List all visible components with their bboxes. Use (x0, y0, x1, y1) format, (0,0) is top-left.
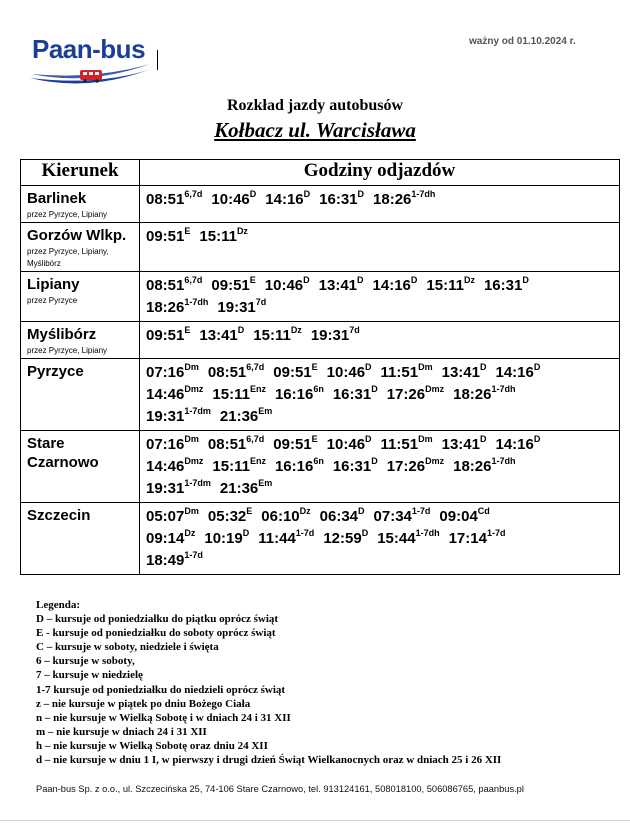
departure-time (204, 530, 249, 547)
legend-item: d – nie kursuje w dniu 1 I, w pierwszy i drugi dzień Świąt Wielkanocnych oraz w dniach 25 i 26 XII (36, 754, 502, 767)
departure-notes: D (303, 189, 311, 199)
table-row (21, 186, 620, 223)
departure-hour: 19:31 (146, 408, 185, 425)
departure-notes: Dm (184, 506, 199, 516)
departure-hour: 10:46 (264, 277, 304, 294)
departure-notes: Dmz (425, 384, 445, 394)
departure-time (449, 530, 506, 547)
departure-notes: D (522, 275, 529, 285)
legend-item: m – nie kursuje w dniach 24 i 31 XII (36, 725, 207, 738)
departure-line (146, 550, 615, 572)
departure-hour: 16:16 (274, 386, 314, 403)
departure-time (442, 364, 487, 381)
departure-notes: 1-7d (411, 506, 431, 516)
departure-notes: D (371, 456, 378, 466)
departure-time (212, 386, 266, 403)
departure-times-cell (140, 322, 620, 359)
departure-notes: D (357, 275, 364, 285)
departure-hour: 09:04 (439, 508, 478, 525)
departure-notes: 6n (313, 456, 324, 466)
legend-item: 1-7 kursuje od poniedziałku do niedzieli oprócz świąt (36, 683, 286, 696)
departure-hour: 09:14 (146, 530, 185, 547)
departure-time (199, 228, 248, 245)
departure-hour: 16:31 (332, 386, 372, 403)
direction-via: przez Pyrzyce, Lipiany (27, 346, 108, 355)
departure-hour: 08:51 (146, 277, 185, 294)
departure-line (146, 506, 615, 528)
departure-hour: 11:51 (380, 364, 419, 381)
departure-time (495, 364, 540, 381)
departure-time (146, 277, 202, 294)
departure-hour: 14:16 (372, 277, 411, 294)
departure-notes: 6,7d (184, 189, 203, 199)
departure-time (381, 364, 433, 381)
departure-notes: 1-7dm (184, 478, 211, 488)
departure-notes: D (361, 528, 369, 538)
departure-hour: 09:51 (146, 228, 185, 245)
departure-notes: Dmz (184, 456, 204, 466)
departure-notes: 1-7d (295, 528, 315, 538)
departure-notes: 1-7dh (411, 189, 436, 199)
departure-hour: 05:32 (207, 508, 247, 525)
departure-notes: D (410, 275, 418, 285)
departure-notes: D (357, 189, 365, 199)
departure-time (275, 458, 324, 475)
direction-cell (21, 223, 140, 272)
direction-name: Lipiany (27, 276, 80, 293)
departure-hour: 09:51 (211, 277, 250, 294)
departure-time (442, 436, 487, 453)
departure-hour: 10:19 (204, 530, 243, 547)
departure-time (208, 436, 264, 453)
departure-time (146, 386, 203, 403)
departure-line (146, 456, 615, 478)
departure-hour: 17:14 (448, 530, 487, 547)
departure-notes: Em (258, 406, 273, 416)
legend-item: h – nie kursuje w Wielką Sobotę oraz dniu 24 XII (36, 739, 268, 752)
departure-notes: D (479, 362, 487, 372)
departure-hour: 18:26 (453, 458, 492, 475)
departure-notes: D (358, 506, 365, 516)
departure-time (146, 458, 203, 475)
departure-hour: 16:31 (319, 191, 358, 208)
departure-time (439, 508, 489, 525)
departure-notes: 6,7d (184, 275, 203, 285)
bus-swoosh-icon (28, 34, 163, 94)
direction-cell (21, 359, 140, 431)
departure-hour: 13:41 (199, 327, 238, 344)
departure-time (311, 327, 360, 344)
departure-time (327, 436, 372, 453)
direction-name: Pyrzyce (27, 363, 84, 380)
departure-times-cell (140, 272, 620, 322)
departure-line (146, 362, 615, 384)
departure-hour: 17:26 (386, 386, 426, 403)
departure-time (333, 458, 378, 475)
legend-item: n – nie kursuje w Wielką Sobotę i w dniach 24 i 31 XII (36, 711, 291, 724)
departure-hour: 07:16 (146, 436, 185, 453)
departure-notes: 6n (313, 384, 324, 394)
departure-time (146, 480, 211, 497)
departure-time (377, 530, 439, 547)
departure-hour: 10:46 (326, 436, 366, 453)
departure-time (327, 364, 372, 381)
departure-hour: 10:46 (326, 364, 366, 381)
departure-notes: E (184, 226, 191, 236)
departure-notes: 7d (255, 297, 267, 307)
departure-hour: 14:16 (495, 436, 534, 453)
departure-times-cell (140, 186, 620, 223)
departure-hour: 13:41 (441, 364, 480, 381)
departure-hour: 19:31 (217, 299, 256, 316)
departure-time (323, 530, 368, 547)
departure-hour: 11:44 (258, 530, 296, 547)
departure-hour: 13:41 (318, 277, 358, 294)
departure-time (373, 191, 435, 208)
departure-hour: 09:51 (273, 364, 312, 381)
departure-notes: Em (258, 478, 273, 488)
table-row (21, 322, 620, 359)
departure-hour: 07:16 (146, 364, 185, 381)
departure-hour: 10:46 (211, 191, 250, 208)
departure-notes: Cd (477, 506, 490, 516)
table-row (21, 503, 620, 575)
departure-notes: E (311, 362, 318, 372)
legend-items (36, 612, 501, 767)
legend-title: Legenda: (36, 599, 80, 611)
departure-line (146, 226, 615, 248)
departure-hour: 17:26 (386, 458, 426, 475)
departure-time (273, 436, 317, 453)
departure-notes: 1-7dh (415, 528, 440, 538)
departure-time (146, 191, 202, 208)
departure-time (374, 508, 431, 525)
legend-item: 6 – kursuje w soboty, (36, 655, 135, 668)
departure-time (258, 530, 314, 547)
departure-line (146, 275, 615, 297)
departure-time (453, 458, 515, 475)
departure-time (319, 277, 364, 294)
departure-hour: 16:31 (332, 458, 372, 475)
departure-hour: 19:31 (146, 480, 185, 497)
direction-cell (21, 322, 140, 359)
departure-line (146, 434, 615, 456)
departure-notes: D (365, 362, 372, 372)
direction-name: Stare Czarnowo (27, 435, 99, 471)
departure-time (211, 191, 256, 208)
departure-time (265, 191, 310, 208)
direction-name: Myślibórz (27, 326, 97, 343)
departure-notes: 1-7d (184, 550, 203, 560)
legend-item: C – kursuje w soboty, niedziele i święta (36, 641, 219, 654)
logo-divider (157, 50, 158, 70)
departure-hour: 15:11 (212, 386, 250, 403)
departure-hour: 08:51 (146, 191, 185, 208)
company-logo (28, 34, 163, 94)
departure-notes: 1-7dh (491, 456, 516, 466)
departure-notes: Dmz (425, 456, 445, 466)
logo-wordmark: Paan-bus (32, 34, 146, 64)
departure-line (146, 528, 615, 550)
departure-notes: Dz (463, 275, 475, 285)
direction-name: Szczecin (27, 507, 91, 524)
departure-time (453, 386, 515, 403)
departure-hour: 12:59 (323, 530, 362, 547)
departure-notes: D (479, 434, 487, 444)
timetable (20, 159, 620, 575)
schedule-title: Rozkład jazdy autobusów (226, 97, 404, 114)
departure-notes: Enz (249, 384, 266, 394)
departure-time (146, 408, 211, 425)
departure-notes: E (184, 325, 191, 335)
departure-time (199, 327, 244, 344)
departure-time (273, 364, 317, 381)
departure-times-cell (140, 359, 620, 431)
departure-line (146, 189, 615, 211)
table-row (21, 359, 620, 431)
departure-notes: E (246, 506, 253, 516)
legend (36, 598, 501, 767)
departure-time (426, 277, 475, 294)
departure-time (261, 508, 310, 525)
timetable-header-row (21, 160, 620, 186)
legend-item: D – kursuje od poniedziałku do piątku oprócz świąt (36, 613, 279, 626)
direction-via: przez Pyrzyce, Lipiany (27, 210, 108, 219)
departure-notes: Dm (184, 434, 199, 444)
page-edge-line (0, 820, 630, 821)
direction-cell (21, 431, 140, 503)
departure-hour: 08:51 (207, 436, 247, 453)
departure-time (484, 277, 529, 294)
departure-hour: 05:07 (146, 508, 185, 525)
departure-hour: 19:31 (310, 327, 350, 344)
departure-time (253, 327, 302, 344)
departure-hour: 06:34 (319, 508, 359, 525)
departure-time (146, 552, 203, 569)
departure-notes: 6,7d (246, 362, 265, 372)
departure-hour: 21:36 (219, 408, 259, 425)
table-row (21, 431, 620, 503)
departure-hour: 18:26 (146, 299, 185, 316)
footer-contact: Paan-bus Sp. z o.o., ul. Szczecińska 25, 74-106 Stare Czarnowo, tel. 913124161, 508018100, 506086765, paanbus.pl (36, 784, 524, 794)
table-row (21, 223, 620, 272)
departure-notes: 1-7dh (491, 384, 516, 394)
legend-item: E - kursuje od poniedziałku do soboty oprócz świąt (36, 627, 276, 640)
departure-time (495, 436, 540, 453)
departure-hour: 14:16 (265, 191, 304, 208)
departure-hour: 18:26 (453, 386, 492, 403)
departure-notes: E (249, 275, 256, 285)
direction-via: przez Pyrzyce (27, 296, 78, 305)
departure-notes: Dz (290, 325, 302, 335)
departure-hour: 15:44 (377, 530, 416, 547)
departure-hour: 11:51 (380, 436, 419, 453)
departure-time (217, 299, 266, 316)
departure-notes: D (365, 434, 372, 444)
departure-time (208, 508, 252, 525)
departure-hour: 16:31 (483, 277, 523, 294)
departure-hour: 09:51 (273, 436, 312, 453)
departure-time (220, 480, 272, 497)
departure-hour: 14:46 (146, 458, 185, 475)
departure-time (146, 364, 199, 381)
departure-time (146, 508, 199, 525)
departure-notes: D (371, 384, 378, 394)
departure-notes: Enz (249, 456, 266, 466)
departure-hour: 16:16 (274, 458, 314, 475)
departure-notes: 7d (349, 325, 360, 335)
departure-hour: 14:46 (146, 386, 185, 403)
validity-date: ważny od 01.10.2024 r. (469, 36, 576, 47)
departure-notes: D (533, 434, 541, 444)
departure-time (212, 458, 266, 475)
departure-notes: Dm (418, 362, 433, 372)
departure-notes: D (533, 362, 541, 372)
departure-notes: 1-7dh (184, 297, 209, 307)
departure-notes: E (311, 434, 318, 444)
departure-hour: 06:10 (261, 508, 300, 525)
departure-hour: 15:11 (426, 277, 464, 294)
departure-hour: 09:51 (146, 327, 185, 344)
legend-item: 7 – kursuje w niedzielę (36, 669, 143, 682)
legend-item: z – nie kursuje w piątek po dniu Bożego Ciała (36, 697, 251, 710)
departure-line (146, 406, 615, 428)
departure-notes: 1-7dm (184, 406, 211, 416)
direction-cell (21, 186, 140, 223)
departure-time (208, 364, 264, 381)
departure-notes: Dm (184, 362, 199, 372)
departure-time (211, 277, 255, 294)
departure-time (146, 436, 199, 453)
departure-hour: 15:11 (199, 228, 237, 245)
departure-time (146, 299, 208, 316)
direction-via: Myślibórz (27, 259, 61, 268)
departure-hour: 13:41 (441, 436, 480, 453)
departure-line (146, 325, 615, 347)
departure-time (373, 277, 418, 294)
timetable-body (21, 186, 620, 575)
table-row (21, 272, 620, 322)
times-column-header: Godziny odjazdów (140, 160, 620, 186)
departure-time (387, 458, 444, 475)
departure-hour: 15:11 (253, 327, 291, 344)
direction-column-header: Kierunek (21, 160, 140, 186)
departure-line (146, 478, 615, 500)
departure-time (319, 191, 364, 208)
departure-notes: Dz (299, 506, 311, 516)
departure-hour: 07:34 (373, 508, 412, 525)
departure-hour: 15:11 (212, 458, 250, 475)
departure-time (146, 228, 190, 245)
departure-hour: 21:36 (219, 480, 259, 497)
departure-time (146, 530, 195, 547)
departure-notes: Dz (184, 528, 196, 538)
departure-times-cell (140, 431, 620, 503)
departure-notes: Dz (236, 226, 248, 236)
departure-notes: D (249, 189, 257, 199)
departure-hour: 08:51 (207, 364, 247, 381)
departure-time (387, 386, 444, 403)
departure-time (381, 436, 433, 453)
departure-notes: D (237, 325, 245, 335)
departure-hour: 18:49 (146, 552, 185, 569)
departure-time (146, 327, 190, 344)
departure-time (220, 408, 272, 425)
departure-time (333, 386, 378, 403)
departure-hour: 18:26 (373, 191, 412, 208)
departure-hour: 14:16 (495, 364, 534, 381)
departure-notes: D (303, 275, 310, 285)
departure-times-cell (140, 223, 620, 272)
departure-line (146, 384, 615, 406)
stop-name: Kołbacz ul. Warcisława (214, 118, 416, 142)
direction-via: przez Pyrzyce, Lipiany, (27, 247, 109, 256)
departure-notes: Dmz (184, 384, 204, 394)
departure-times-cell (140, 503, 620, 575)
departure-line (146, 297, 615, 319)
direction-cell (21, 503, 140, 575)
departure-time (265, 277, 310, 294)
direction-name: Gorzów Wlkp. (27, 227, 127, 244)
departure-notes: D (242, 528, 250, 538)
departure-notes: Dm (418, 434, 433, 444)
departure-time (275, 386, 324, 403)
departure-time (320, 508, 365, 525)
direction-name: Barlinek (27, 190, 87, 207)
direction-cell (21, 272, 140, 322)
departure-notes: 1-7d (486, 528, 506, 538)
departure-notes: 6,7d (246, 434, 265, 444)
